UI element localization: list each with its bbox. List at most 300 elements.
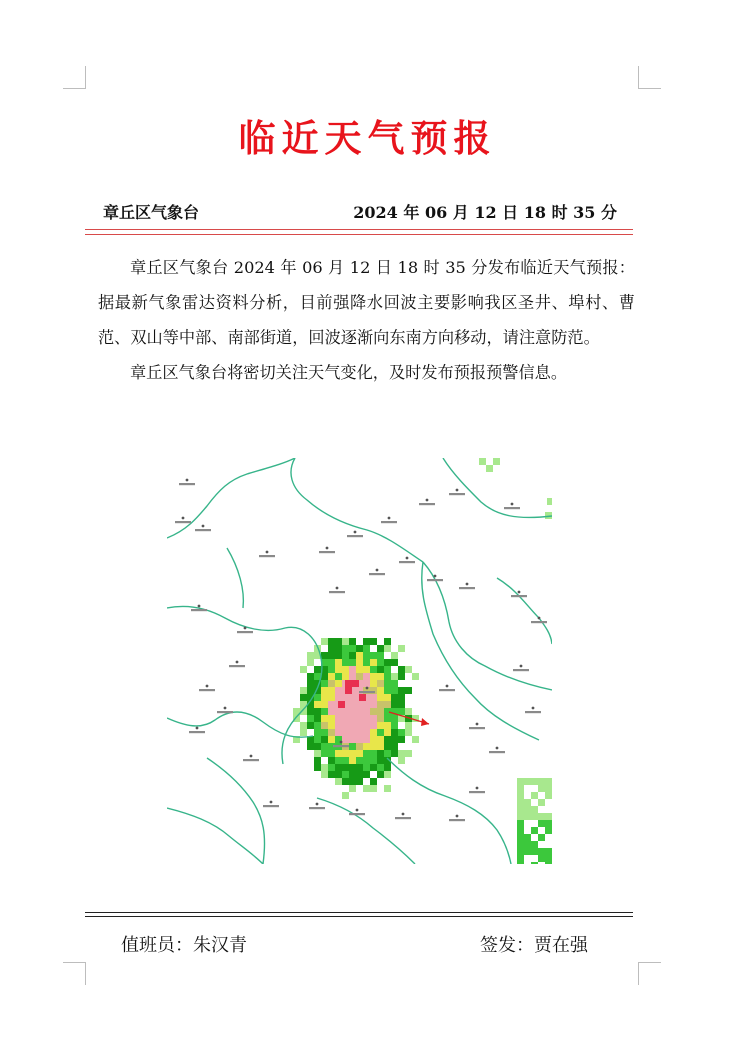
radar-cell: [300, 694, 307, 701]
radar-cell: [349, 736, 356, 743]
radar-echo-map: [167, 458, 552, 864]
radar-cell: [370, 694, 377, 701]
radar-cell: [377, 743, 384, 750]
radar-cell: [335, 771, 342, 778]
place-label-glyph: [427, 579, 443, 581]
place-label-glyph: [349, 813, 365, 815]
place-marker: [198, 605, 201, 608]
place-label-glyph: [489, 751, 505, 753]
radar-cell: [398, 645, 405, 652]
radar-cell: [314, 743, 321, 750]
radar-cell: [321, 708, 328, 715]
radar-cell: [517, 855, 524, 862]
radar-cell: [398, 736, 405, 743]
radar-cell: [342, 792, 349, 799]
radar-cell: [384, 701, 391, 708]
radar-cell: [349, 785, 356, 792]
radar-cell: [342, 750, 349, 757]
radar-cell: [524, 778, 531, 785]
radar-cell: [314, 764, 321, 771]
radar-cell: [377, 736, 384, 743]
radar-cell: [335, 764, 342, 771]
place-marker: [456, 815, 459, 818]
place-label-glyph: [263, 805, 279, 807]
radar-cell: [328, 687, 335, 694]
radar-cell: [349, 673, 356, 680]
place-marker: [244, 627, 247, 630]
place-label-glyph: [179, 483, 195, 485]
radar-cell: [356, 778, 363, 785]
radar-cell: [377, 645, 384, 652]
radar-cell: [384, 659, 391, 666]
place-label-glyph: [395, 817, 411, 819]
radar-cell: [328, 736, 335, 743]
radar-cell: [384, 708, 391, 715]
radar-cell: [370, 729, 377, 736]
radar-cell: [545, 862, 552, 864]
place-label-glyph: [399, 561, 415, 563]
place-label-glyph: [199, 689, 215, 691]
radar-cell: [486, 465, 493, 472]
radar-cell: [349, 638, 356, 645]
place-marker: [236, 661, 239, 664]
radar-cell: [335, 659, 342, 666]
radar-cell: [328, 708, 335, 715]
radar-cell: [349, 708, 356, 715]
radar-cell: [328, 750, 335, 757]
place-label-glyph: [513, 669, 529, 671]
radar-cell: [377, 771, 384, 778]
place-label-glyph: [195, 529, 211, 531]
place-label-glyph: [319, 551, 335, 553]
radar-cell: [314, 722, 321, 729]
radar-cell: [321, 771, 328, 778]
place-marker: [266, 551, 269, 554]
place-marker: [250, 755, 253, 758]
radar-cell: [349, 722, 356, 729]
radar-cell: [398, 729, 405, 736]
radar-cell: [370, 722, 377, 729]
radar-cell: [538, 834, 545, 841]
radar-cell: [405, 666, 412, 673]
radar-cell: [307, 687, 314, 694]
radar-cell: [314, 757, 321, 764]
radar-cell: [370, 673, 377, 680]
radar-cell: [342, 708, 349, 715]
radar-cell: [545, 848, 552, 855]
radar-cell: [363, 764, 370, 771]
radar-cell: [524, 813, 531, 820]
radar-cell: [370, 743, 377, 750]
radar-cell: [314, 715, 321, 722]
place-label-glyph: [449, 819, 465, 821]
radar-cell: [349, 701, 356, 708]
radar-cell: [384, 722, 391, 729]
radar-cell: [356, 757, 363, 764]
radar-cell: [517, 792, 524, 799]
forecast-paragraph: 章丘区气象台将密切关注天气变化，及时发布预报预警信息。: [130, 363, 568, 382]
radar-cell: [342, 638, 349, 645]
radar-cell: [377, 680, 384, 687]
radar-cell: [335, 778, 342, 785]
radar-cell: [531, 778, 538, 785]
radar-cell: [321, 694, 328, 701]
radar-cell: [370, 652, 377, 659]
radar-cell: [377, 715, 384, 722]
radar-cell: [314, 701, 321, 708]
radar-cell: [328, 694, 335, 701]
place-label-glyph: [347, 535, 363, 537]
radar-cell: [335, 729, 342, 736]
crop-mark-bottom-right: [638, 962, 661, 985]
place-label-glyph: [504, 507, 520, 509]
radar-cell: [545, 813, 552, 820]
radar-cell: [370, 764, 377, 771]
radar-cell: [538, 778, 545, 785]
radar-cell: [370, 785, 377, 792]
radar-cell: [384, 729, 391, 736]
radar-cell: [398, 701, 405, 708]
radar-cell: [328, 673, 335, 680]
radar-cell: [307, 715, 314, 722]
place-label-glyph: [191, 609, 207, 611]
radar-cell: [391, 680, 398, 687]
radar-cell: [377, 687, 384, 694]
place-marker: [520, 665, 523, 668]
place-marker: [354, 531, 357, 534]
radar-cell: [531, 792, 538, 799]
issuer: [480, 931, 588, 957]
radar-cell: [321, 736, 328, 743]
radar-cell: [384, 715, 391, 722]
radar-cell: [391, 694, 398, 701]
radar-cell: [517, 848, 524, 855]
radar-cell: [384, 750, 391, 757]
radar-cell: [321, 680, 328, 687]
radar-cell: [363, 673, 370, 680]
radar-cell: [328, 638, 335, 645]
radar-cell: [328, 722, 335, 729]
radar-cell: [405, 687, 412, 694]
radar-cell: [531, 848, 538, 855]
radar-cell: [391, 715, 398, 722]
radar-cell: [321, 743, 328, 750]
radar-cell: [328, 652, 335, 659]
radar-cell: [349, 715, 356, 722]
radar-cell: [338, 701, 345, 708]
radar-cell: [335, 708, 342, 715]
radar-cell: [531, 806, 538, 813]
radar-cell: [363, 736, 370, 743]
radar-cell: [363, 659, 370, 666]
radar-cell: [377, 708, 384, 715]
radar-cell: [545, 785, 552, 792]
radar-cell: [524, 799, 531, 806]
place-marker: [496, 747, 499, 750]
place-marker: [224, 707, 227, 710]
issuer-name: 贾在强: [534, 935, 588, 956]
radar-cell: [314, 708, 321, 715]
radar-cell: [363, 750, 370, 757]
place-label-glyph: [259, 555, 275, 557]
place-label-glyph: [369, 573, 385, 575]
radar-cell: [342, 659, 349, 666]
place-label-glyph: [189, 731, 205, 733]
place-label-glyph: [229, 665, 245, 667]
radar-cell: [384, 645, 391, 652]
radar-cell: [517, 827, 524, 834]
place-marker: [196, 727, 199, 730]
radar-cell: [398, 687, 405, 694]
radar-cell: [363, 715, 370, 722]
place-marker: [434, 575, 437, 578]
radar-cell: [363, 785, 370, 792]
radar-cell: [405, 708, 412, 715]
radar-cell: [345, 687, 352, 694]
crop-mark-top-right: [638, 66, 661, 89]
radar-cell: [370, 715, 377, 722]
place-marker: [376, 569, 379, 572]
place-marker: [202, 525, 205, 528]
radar-cell: [363, 729, 370, 736]
place-marker: [316, 803, 319, 806]
radar-cell: [538, 813, 545, 820]
radar-cell: [356, 729, 363, 736]
radar-cell: [517, 820, 524, 827]
radar-cell: [531, 827, 538, 834]
radar-cell: [349, 750, 356, 757]
radar-cell: [370, 666, 377, 673]
radar-cell: [538, 785, 545, 792]
place-label-glyph: [217, 711, 233, 713]
radar-cell: [342, 652, 349, 659]
radar-cell: [391, 659, 398, 666]
radar-cell: [335, 722, 342, 729]
radar-cell: [349, 729, 356, 736]
place-label-glyph: [359, 691, 375, 693]
place-marker: [356, 809, 359, 812]
radar-cell: [524, 834, 531, 841]
radar-cell: [412, 736, 419, 743]
radar-cell: [363, 708, 370, 715]
radar-cell: [356, 736, 363, 743]
radar-cell: [356, 701, 363, 708]
radar-cell: [314, 750, 321, 757]
radar-cell: [363, 757, 370, 764]
radar-cell: [349, 666, 356, 673]
radar-cell: [356, 743, 363, 750]
place-label-glyph: [459, 587, 475, 589]
radar-cell: [538, 799, 545, 806]
radar-cell: [335, 666, 342, 673]
radar-cell: [517, 785, 524, 792]
radar-cell: [328, 666, 335, 673]
radar-map-svg: [167, 458, 552, 864]
place-marker: [206, 685, 209, 688]
radar-cell: [545, 827, 552, 834]
radar-cell: [370, 680, 377, 687]
radar-cell: [547, 498, 552, 505]
place-label-glyph: [449, 493, 465, 495]
crop-mark-top-left: [63, 66, 86, 89]
radar-cell: [531, 862, 538, 864]
radar-cell: [363, 722, 370, 729]
place-marker: [182, 517, 185, 520]
forecast-paragraph: 章丘区气象台 2024 年 06 月 12 日 18 时 35 分发布临近天气预报：据最新气象雷达资料分析，目前强降水回波主要影响我区圣井、埠村、曹范、双山等中部、南部街道，回波逐渐向东南方向移动，请注意防范。: [98, 258, 635, 347]
radar-cell: [377, 729, 384, 736]
radar-cell: [370, 638, 377, 645]
radar-cell: [391, 750, 398, 757]
radar-cell: [328, 715, 335, 722]
radar-cell: [342, 771, 349, 778]
radar-cell: [384, 764, 391, 771]
radar-cell: [384, 771, 391, 778]
radar-cell: [363, 645, 370, 652]
radar-cell: [384, 743, 391, 750]
place-marker: [476, 787, 479, 790]
radar-cell: [384, 638, 391, 645]
radar-cell: [531, 813, 538, 820]
place-marker: [538, 617, 541, 620]
radar-cell: [328, 729, 335, 736]
radar-cell: [531, 841, 538, 848]
radar-cell: [391, 701, 398, 708]
radar-cell: [307, 708, 314, 715]
radar-cell: [349, 771, 356, 778]
place-label-glyph: [333, 745, 349, 747]
radar-cell: [391, 722, 398, 729]
place-label-glyph: [329, 591, 345, 593]
place-marker: [406, 557, 409, 560]
crop-mark-bottom-left: [63, 962, 86, 985]
radar-cell: [342, 722, 349, 729]
radar-cell: [349, 694, 356, 701]
radar-cell: [391, 736, 398, 743]
radar-cell: [479, 458, 486, 465]
radar-cell: [363, 743, 370, 750]
radar-cell: [356, 771, 363, 778]
radar-cell: [335, 687, 342, 694]
place-label-glyph: [525, 711, 541, 713]
radar-cell: [335, 645, 342, 652]
issuer-label: 签发：: [480, 935, 534, 956]
radar-cell: [370, 701, 377, 708]
place-marker: [366, 687, 369, 690]
radar-cell: [398, 750, 405, 757]
radar-cell: [335, 673, 342, 680]
radar-cell: [321, 722, 328, 729]
radar-cell: [342, 645, 349, 652]
place-marker: [388, 517, 391, 520]
radar-cell: [356, 722, 363, 729]
radar-cell: [538, 855, 545, 862]
header-divider: [85, 229, 633, 235]
place-marker: [186, 479, 189, 482]
radar-cell: [356, 673, 363, 680]
radar-cell: [356, 666, 363, 673]
place-label-glyph: [469, 727, 485, 729]
radar-cell: [342, 778, 349, 785]
place-label-glyph: [309, 807, 325, 809]
radar-cell: [307, 652, 314, 659]
radar-cell: [398, 694, 405, 701]
place-marker: [532, 707, 535, 710]
radar-cell: [328, 659, 335, 666]
radar-cell: [321, 652, 328, 659]
place-label-glyph: [237, 631, 253, 633]
radar-cell: [363, 680, 370, 687]
radar-cell: [384, 785, 391, 792]
radar-cell: [377, 764, 384, 771]
radar-cell: [517, 778, 524, 785]
place-marker: [270, 801, 273, 804]
radar-cell: [391, 743, 398, 750]
radar-cell: [384, 736, 391, 743]
place-label-glyph: [381, 521, 397, 523]
radar-cell: [342, 764, 349, 771]
radar-cell: [335, 680, 342, 687]
radar-cell: [517, 841, 524, 848]
radar-cell: [493, 458, 500, 465]
radar-cell: [345, 680, 352, 687]
radar-cell: [538, 848, 545, 855]
duty-label: 值班员：: [121, 935, 193, 956]
place-label-glyph: [531, 621, 547, 623]
radar-cell: [398, 708, 405, 715]
radar-cell: [307, 659, 314, 666]
radar-cell: [398, 757, 405, 764]
radar-cell: [335, 652, 342, 659]
radar-cell: [342, 757, 349, 764]
radar-cell: [342, 715, 349, 722]
issue-datetime: 2024 年 06 月 12 日 18 时 35 分: [353, 203, 617, 222]
place-label-glyph: [469, 791, 485, 793]
radar-cell: [524, 806, 531, 813]
radar-cell: [370, 659, 377, 666]
radar-cell: [377, 694, 384, 701]
radar-cell: [342, 694, 349, 701]
radar-cell: [517, 806, 524, 813]
radar-cell: [377, 757, 384, 764]
radar-cell: [307, 673, 314, 680]
duty-name: 朱汉青: [193, 935, 247, 956]
place-marker: [518, 591, 521, 594]
radar-cell: [517, 834, 524, 841]
radar-cell: [517, 799, 524, 806]
radar-cell: [314, 736, 321, 743]
radar-cell: [314, 666, 321, 673]
footer-divider: [85, 912, 633, 917]
duty-officer: [121, 931, 247, 957]
radar-cell: [300, 722, 307, 729]
radar-cell: [356, 659, 363, 666]
radar-cell: [377, 652, 384, 659]
radar-cell: [391, 673, 398, 680]
radar-cell: [349, 764, 356, 771]
place-marker: [402, 813, 405, 816]
radar-cell: [300, 729, 307, 736]
radar-cell: [328, 757, 335, 764]
radar-cell: [356, 708, 363, 715]
radar-cell: [307, 743, 314, 750]
radar-cell: [356, 764, 363, 771]
radar-cell: [384, 673, 391, 680]
document-title: 临近天气预报: [238, 116, 497, 160]
radar-cell: [384, 680, 391, 687]
radar-cell: [342, 736, 349, 743]
radar-cell: [349, 757, 356, 764]
radar-cell: [405, 750, 412, 757]
